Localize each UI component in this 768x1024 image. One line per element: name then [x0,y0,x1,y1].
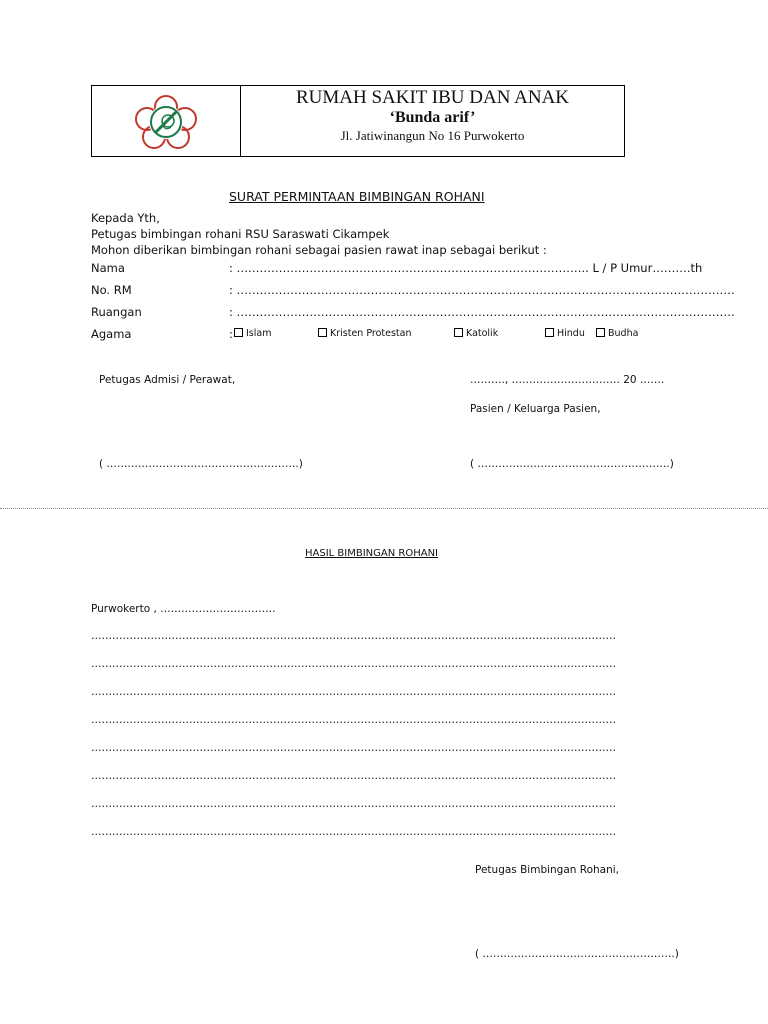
patient-signature: ( ……………………………………………….) [470,458,674,470]
religion-label: Agama [91,327,132,341]
room-field: : …………………………………………………………………………………………………………………. [229,305,735,319]
intro-text: Mohon diberikan bimbingan rohani sebagai pasien rawat inap sebagai berikut : [91,243,547,257]
religion-option-islam[interactable] [234,328,271,339]
rm-field: : …………………………………………………………………………………………………………………. [229,283,735,297]
result-line: …………………………………………………………………………………………………………………………………… [91,686,616,698]
checkbox-katolik[interactable] [454,328,463,337]
result-line: …………………………………………………………………………………………………………………………………… [91,630,616,642]
checkbox-hindu[interactable] [545,328,554,337]
spiritual-officer-signature: ( ……………………………………………….) [475,948,679,960]
result-line: …………………………………………………………………………………………………………………………………… [91,826,616,838]
checkbox-islam[interactable] [234,328,243,337]
cut-line-divider [0,508,768,509]
religion-colon: : [229,327,233,341]
result-line: …………………………………………………………………………………………………………………………………… [91,658,616,670]
patient-family-label: Pasien / Keluarga Pasien, [470,403,601,415]
letterhead [91,85,625,157]
result-line: …………………………………………………………………………………………………………………………………… [91,742,616,754]
checkbox-budha[interactable] [596,328,605,337]
hospital-subtitle: ‘Bunda arif’ [389,109,476,126]
religion-hindu-label: Hindu [557,328,585,339]
hospital-logo-icon [132,92,200,150]
religion-option-kristen[interactable] [318,328,412,339]
date-line: ………., …………………………. 20 ……. [470,374,665,386]
place-date-line: Purwokerto , …………………………… [91,603,276,615]
religion-islam-label: Islam [246,328,272,339]
rm-label: No. RM [91,283,132,297]
religion-kristen-label: Kristen Protestan [330,328,412,339]
recipient: Petugas bimbingan rohani RSU Saraswati Cikampek [91,227,390,241]
result-line: …………………………………………………………………………………………………………………………………… [91,714,616,726]
greeting: Kepada Yth, [91,211,160,225]
checkbox-kristen[interactable] [318,328,327,337]
religion-option-katolik[interactable] [454,328,498,339]
religion-budha-label: Budha [608,328,639,339]
religion-option-hindu[interactable] [545,328,585,339]
letterhead-title-block [241,86,624,156]
result-line: …………………………………………………………………………………………………………………………………… [91,770,616,782]
hospital-address: Jl. Jatiwinangun No 16 Purwokerto [340,128,525,143]
religion-katolik-label: Katolik [466,328,499,339]
result-title: HASIL BIMBINGAN ROHANI [305,548,438,559]
hospital-name: RUMAH SAKIT IBU DAN ANAK [295,87,570,108]
request-title: SURAT PERMINTAAN BIMBINGAN ROHANI [229,189,485,204]
result-line: …………………………………………………………………………………………………………………………………… [91,798,616,810]
name-label: Nama [91,261,125,275]
spiritual-officer-label: Petugas Bimbingan Rohani, [475,864,620,876]
name-field: : ……………………………………………………………………………….. L / P Umur……….th [229,261,703,275]
admission-officer-signature: ( ……………………………………………….) [99,458,303,470]
logo-cell [92,86,241,156]
religion-option-budha[interactable] [596,328,638,339]
admission-officer-label: Petugas Admisi / Perawat, [99,374,236,386]
room-label: Ruangan [91,305,142,319]
